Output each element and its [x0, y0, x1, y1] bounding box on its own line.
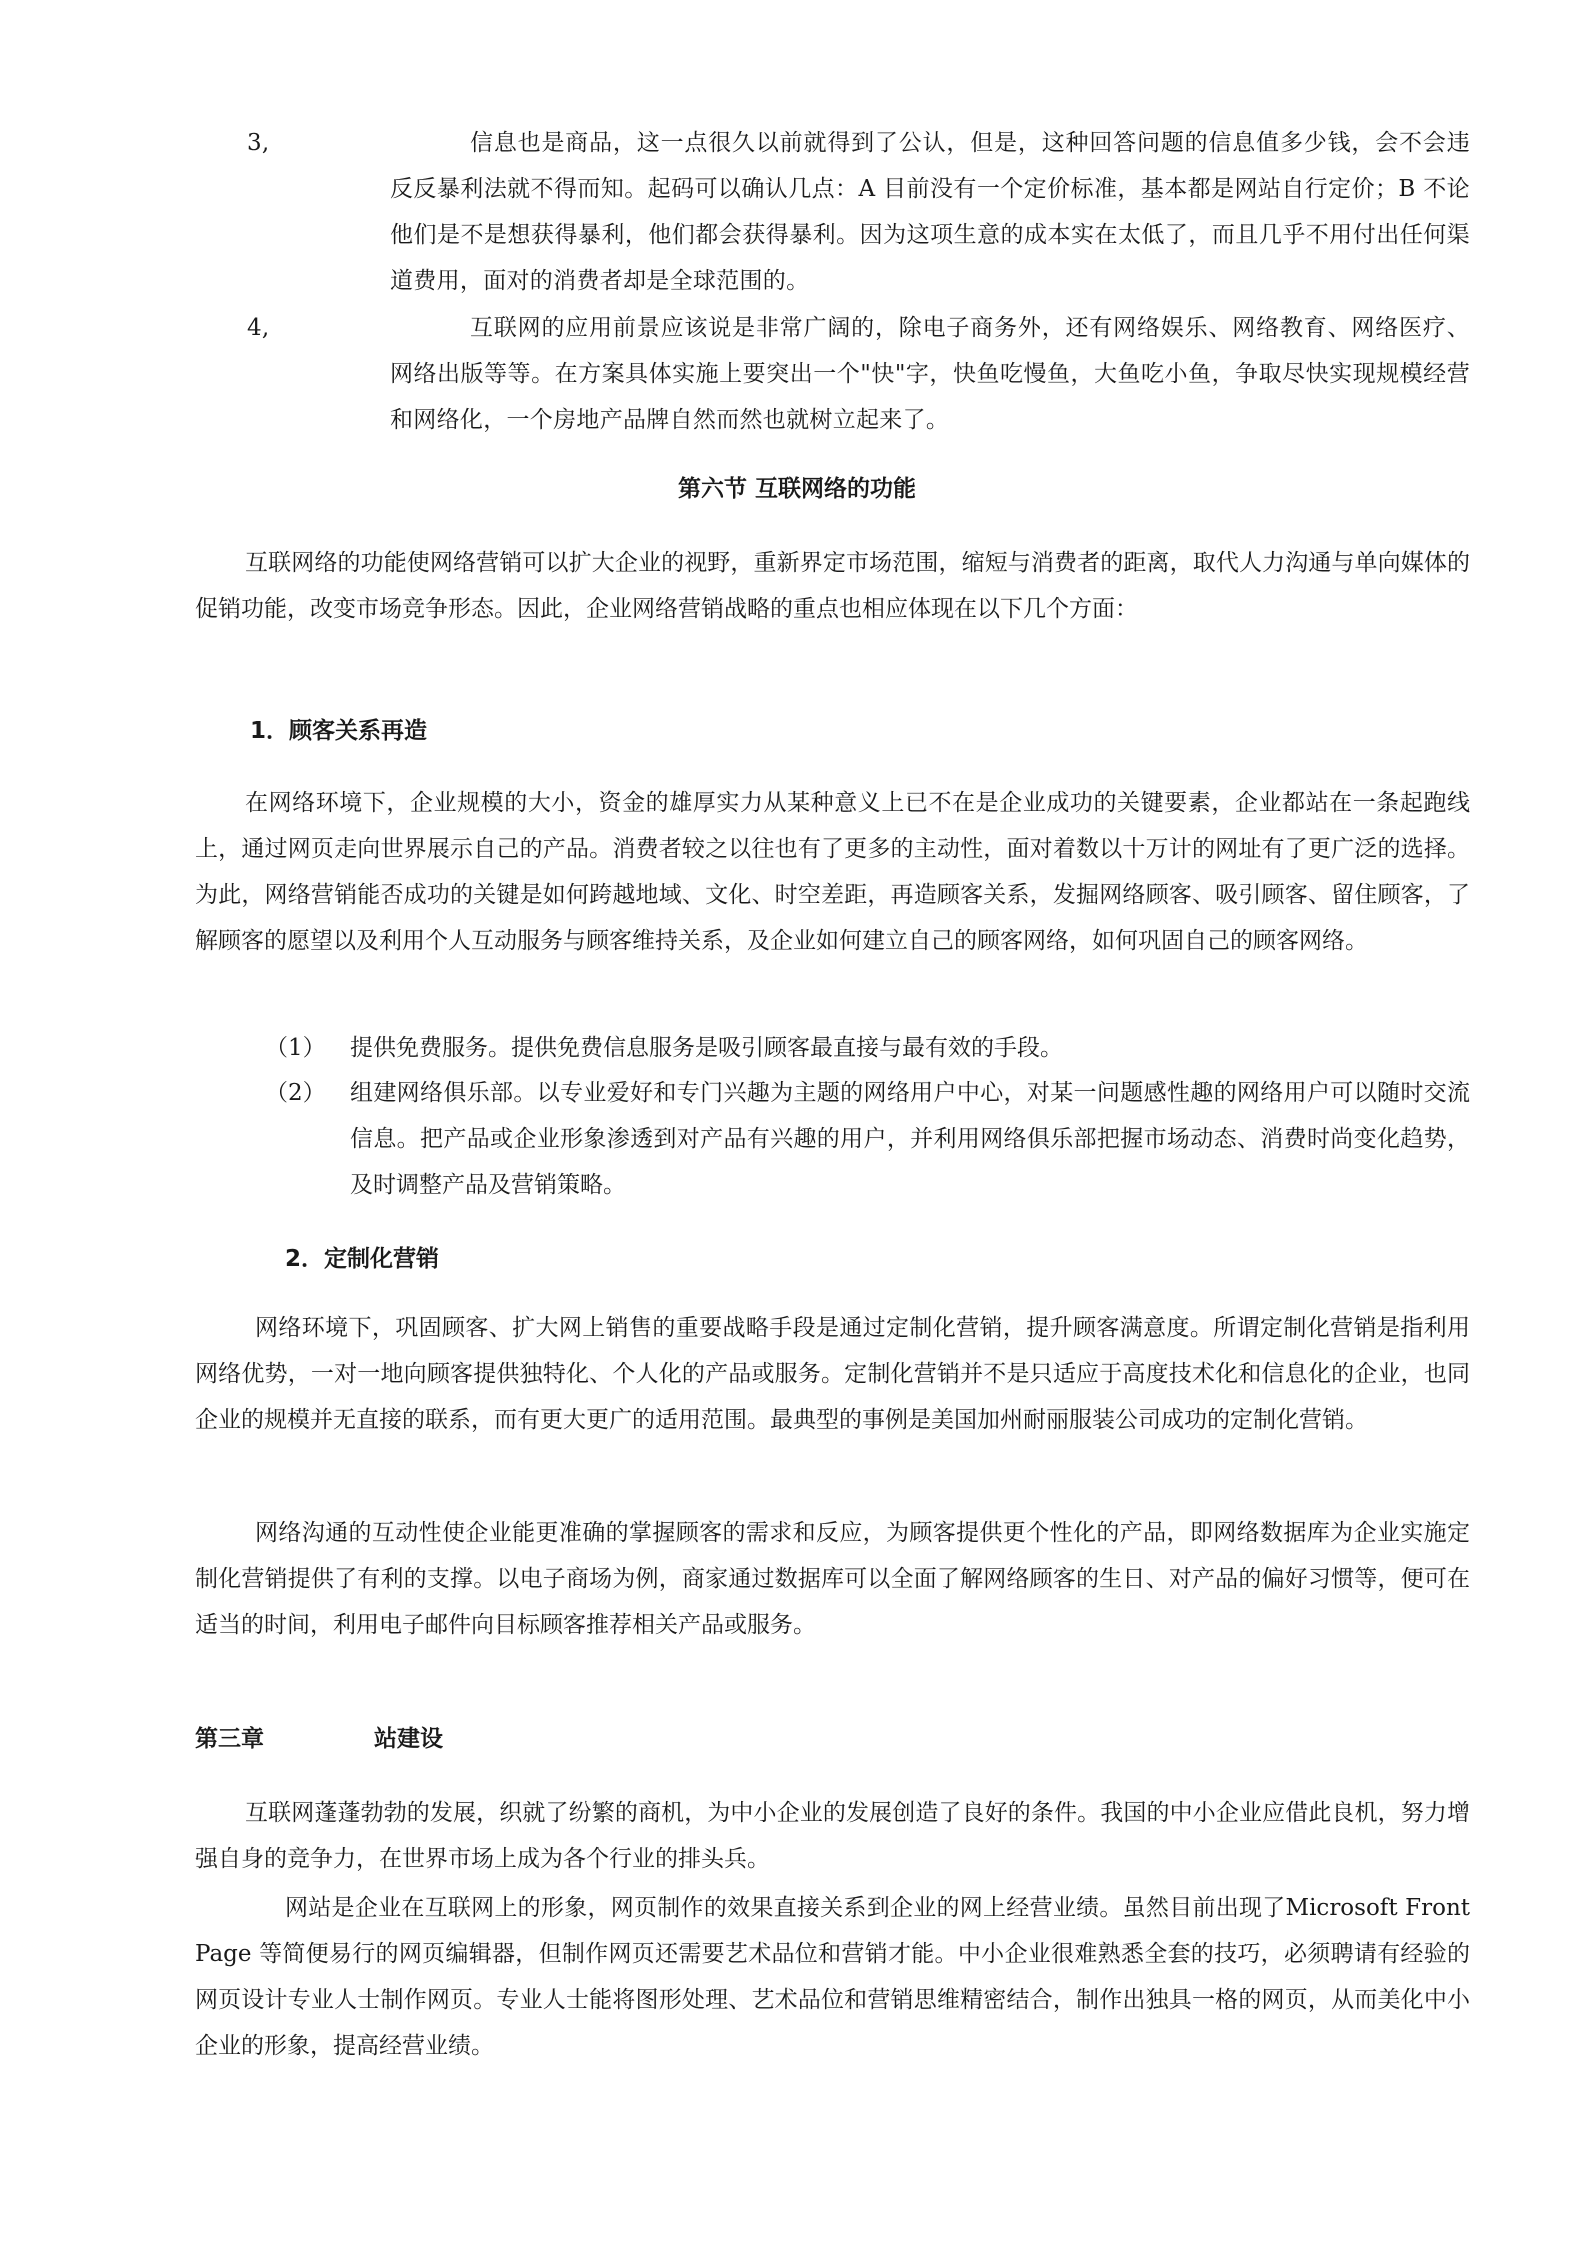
numbered-item-3	[195, 120, 1470, 304]
section-title: 第六节 互联网络的功能	[677, 476, 916, 502]
numbered-item-4	[195, 305, 1470, 443]
section-intro: 互联网络的功能使网络营销可以扩大企业的视野，重新界定市场范围，缩短与消费者的距离，取代人力沟通与单向媒体的促销功能，改变市场竞争形态。因此，企业网络营销战略的重点也相应体现在以下几个方面：	[195, 550, 1470, 622]
list-item	[195, 1070, 1470, 1208]
chapter-title: 站建设	[374, 1726, 443, 1752]
list-marker: （2）	[265, 1080, 326, 1106]
subsection-heading-1: 1．顾客关系再造	[250, 718, 428, 744]
chapter-paragraph-1: 互联网蓬蓬勃勃的发展，织就了纷繁的商机，为中小企业的发展创造了良好的条件。我国的中小企业应借此良机，努力增强自身的竞争力，在世界市场上成为各个行业的排头兵。	[195, 1800, 1470, 1872]
list-item	[195, 1025, 1470, 1071]
chapter-label: 第三章	[195, 1726, 264, 1752]
chapter-paragraph-2: 网站是企业在互联网上的形象，网页制作的效果直接关系到企业的网上经营业绩。虽然目前出现了Microsoft Front Page 等简便易行的网页编辑器，但制作网页还需要艺术品位和营销才能。中小企业很难熟悉全套的技巧，必须聘请有经验的网页设计专业人士制作网页。专业人士能将图形处理、艺术品位和营销思维精密结合，制作出独具一格的网页，从而美化中小企业的形象，提高经营业绩。	[195, 1895, 1470, 2059]
subsection-paragraph-2a: 网络环境下，巩固顾客、扩大网上销售的重要战略手段是通过定制化营销，提升顾客满意度。所谓定制化营销是指利用网络优势，一对一地向顾客提供独特化、个人化的产品或服务。定制化营销并不是只适应于高度技术化和信息化的企业，也同企业的规模并无直接的联系，而有更大更广的适用范围。最典型的事例是美国加州耐丽服装公司成功的定制化营销。	[195, 1315, 1470, 1433]
subsection-paragraph-2b: 网络沟通的互动性使企业能更准确的掌握顾客的需求和反应，为顾客提供更个性化的产品，即网络数据库为企业实施定制化营销提供了有利的支撑。以电子商场为例，商家通过数据库可以全面了解网络顾客的生日、对产品的偏好习惯等，便可在适当的时间，利用电子邮件向目标顾客推荐相关产品或服务。	[195, 1520, 1470, 1638]
item-text: 互联网的应用前景应该说是非常广阔的，除电子商务外，还有网络娱乐、网络教育、网络医疗、网络出版等等。在方案具体实施上要突出一个"快"字，快鱼吃慢鱼，大鱼吃小鱼，争取尽快实现规模经营和网络化，一个房地产品牌自然而然也就树立起来了。	[390, 315, 1470, 433]
item-number: 4,	[247, 315, 270, 341]
item-text: 信息也是商品，这一点很久以前就得到了公认，但是，这种回答问题的信息值多少钱，会不会违反反暴利法就不得而知。起码可以确认几点：A 目前没有一个定价标准，基本都是网站自行定价；B 不论他们是不是想获得暴利，他们都会获得暴利。因为这项生意的成本实在太低了，而且几乎不用付出任何渠道费用，面对的消费者却是全球范围的。	[390, 130, 1470, 294]
subsection-heading-2: 2．定制化营销	[285, 1246, 440, 1272]
list-marker: （1）	[265, 1035, 326, 1061]
list-item-text: 提供免费服务。提供免费信息服务是吸引顾客最直接与最有效的手段。	[350, 1035, 1063, 1061]
item-number: 3,	[247, 130, 270, 156]
list-item-text: 组建网络俱乐部。以专业爱好和专门兴趣为主题的网络用户中心，对某一问题感性趣的网络用户可以随时交流信息。把产品或企业形象渗透到对产品有兴趣的用户，并利用网络俱乐部把握市场动态、消费时尚变化趋势，及时调整产品及营销策略。	[350, 1080, 1470, 1198]
chapter-heading	[195, 1720, 443, 1753]
subsection-paragraph-1: 在网络环境下，企业规模的大小，资金的雄厚实力从某种意义上已不在是企业成功的关键要素，企业都站在一条起跑线上，通过网页走向世界展示自己的产品。消费者较之以往也有了更多的主动性，面对着数以十万计的网址有了更广泛的选择。为此，网络营销能否成功的关键是如何跨越地域、文化、时空差距，再造顾客关系，发掘网络顾客、吸引顾客、留住顾客，了解顾客的愿望以及利用个人互动服务与顾客维持关系，及企业如何建立自己的顾客网络，如何巩固自己的顾客网络。	[195, 790, 1470, 954]
